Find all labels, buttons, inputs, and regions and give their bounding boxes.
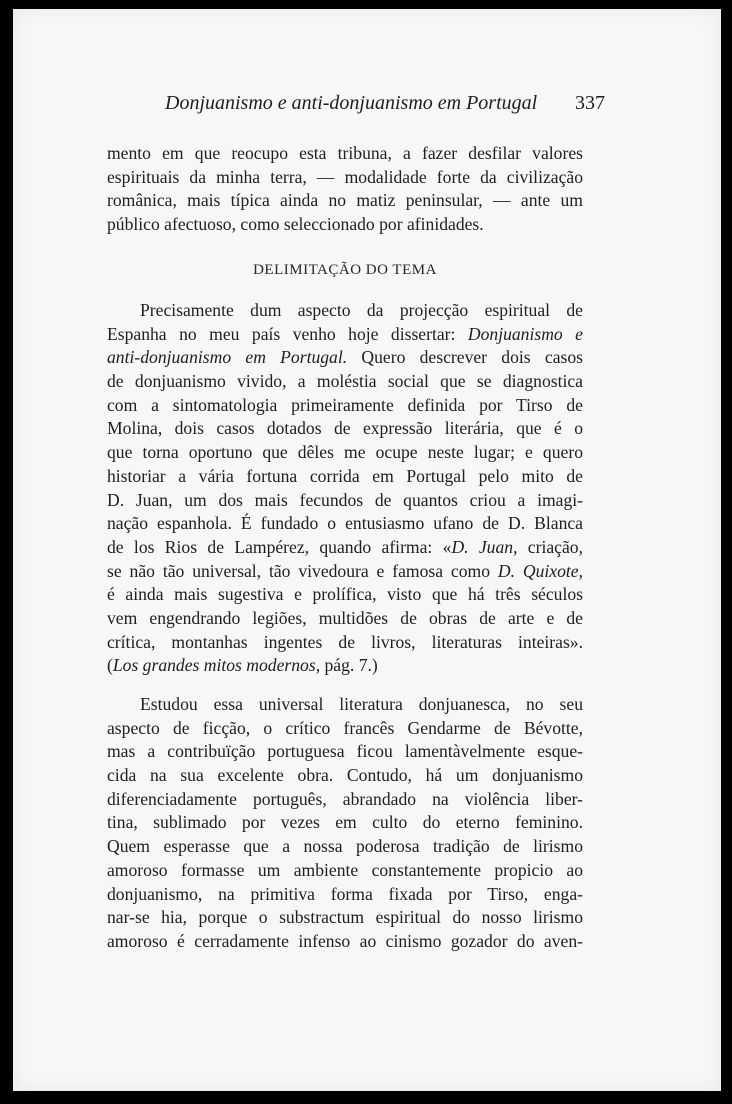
text-line: vem engendrando legiões, multidões de obras de arte e de [107, 607, 583, 628]
running-title: Donjuanismo e anti-donjuanismo em Portugal [165, 92, 538, 114]
italic-run: Donjuanismo e [467, 323, 583, 344]
text-line: Precisamente dum aspecto da projecção espiritual de [140, 300, 583, 320]
section-heading: DELIMITAÇÃO DO TEMA [253, 262, 437, 278]
text-run: se não tão universal, tão vivedoura e famosa como [107, 560, 498, 581]
text-line: historiar a vária fortuna corrida em Portugal pelo mito de [107, 465, 583, 486]
text-run: Quero descrever dois casos [347, 347, 583, 368]
paragraph-2 [107, 693, 583, 954]
text-line: mas a contribuïção portuguesa ficou lamentàvelmente esque- [107, 741, 583, 762]
text-line [107, 654, 583, 678]
text-run: pág. 7.) [320, 655, 378, 676]
paragraph-1 [107, 299, 583, 678]
text-line [107, 536, 583, 560]
text-line: tina, sublimado por vezes em culto do eterno feminino. [107, 812, 583, 833]
italic-run: anti-donjuanismo em Portugal. [107, 347, 348, 368]
text-line: nar-se hia, porque o substractum espiritual do nosso lirismo [107, 907, 583, 928]
text-line: aspecto de ficção, o crítico francês Gendarme de Bévotte, [107, 717, 583, 738]
text-line: com a sintomatologia primeiramente definida por Tirso de [107, 394, 583, 415]
text-run: ( [107, 655, 113, 676]
italic-run: D. Juan [451, 536, 514, 557]
text-line [107, 346, 583, 370]
text-line: espirituais da minha terra, — modalidade forte da civilização [107, 166, 583, 187]
intro-text [107, 142, 583, 237]
text-run: , criação, [513, 536, 583, 557]
text-line [107, 560, 583, 584]
page-number: 337 [575, 92, 605, 114]
text-line: que torna oportuno que dêles me ocupe neste lugar; e quero [107, 442, 583, 463]
text-line: mento em que reocupo esta tribuna, a fazer desfilar valores [107, 143, 583, 163]
text-line: românica, mais típica ainda no matiz peninsular, — ante um [107, 190, 583, 211]
text-line: Molina, dois casos dotados de expressão literária, que é o [107, 418, 583, 439]
text-line: diferenciadamente português, abrandado na violência liber- [107, 788, 583, 809]
text-line: cida na sua excelente obra. Contudo, há um donjuanismo [107, 765, 583, 786]
text-line [107, 323, 583, 347]
text-line: nação espanhola. É fundado o entusiasmo ufano de D. Blanca [107, 513, 583, 534]
text-line: de donjuanismo vivido, a moléstia social que se diagnostica [107, 371, 583, 392]
text-line: donjuanismo, na primitiva forma fixada por Tirso, enga- [107, 883, 583, 904]
text-line: público afectuoso, como seleccionado por afinidades. [107, 214, 484, 235]
italic-run: Los grandes mitos modernos, [112, 655, 321, 676]
text-line: Estudou essa universal literatura donjuanesca, no seu [140, 694, 583, 714]
text-line: D. Juan, um dos mais fecundos de quantos criou a imagi- [107, 489, 583, 510]
text-line: crítica, montanhas ingentes de livros, literaturas inteiras». [107, 631, 583, 652]
italic-run: D. Quixote, [497, 560, 583, 581]
text-line: amoroso formasse um ambiente constantemente propicio ao [107, 859, 583, 880]
text-line: amoroso é cerradamente infenso ao cinismo gozador do aven- [107, 930, 583, 951]
text-line: é ainda mais sugestiva e prolífica, visto que há três séculos [107, 584, 583, 605]
running-header [165, 92, 605, 122]
text-line: Quem esperasse que a nossa poderosa tradição de lirismo [107, 836, 583, 857]
text-run: Espanha no meu país venho hoje dissertar: [107, 323, 468, 344]
text-run: de los Rios de Lampérez, quando afirma: « [107, 536, 452, 557]
